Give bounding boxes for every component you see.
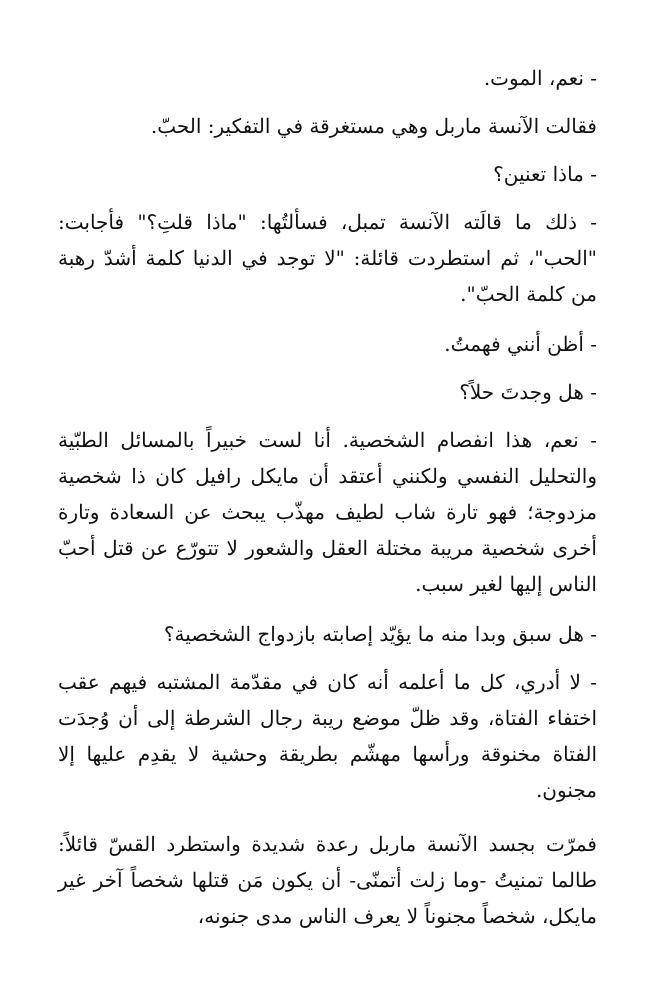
narration-vicar-wish: فمرّت بجسد الآنسة ماربل رعدة شديدة واستطرد القسّ قائلاً: طالما تمنيتُ -وما زلت أتمنّى- أن يكون مَن قتلها شخصاً آخر غير مايكل، شخصاً مجنوناً لا يعرف الناس مدى جنونه، [58,832,597,928]
book-page [58,60,597,948]
dialogue-line-death: - نعم، الموت. [483,66,597,90]
dialogue-temple-quote: - ذلك ما قالَته الآنسة تمبل، فسألتُها: "ماذا قلتِ؟" فأجابت: "الحب"، ثم استطردت قائلة: "لا توجد في الدنيا كلمة أشدّ رهبة من كلمة الحبّ". [58,210,597,306]
narration-marple-love: فقالت الآنسة ماربل وهي مستغرقة في التفكير: الحبّ. [150,114,597,138]
dialogue-line-understand: - أظن أنني فهمتُ. [444,332,597,356]
dialogue-line-evidence: - هل سبق وبدا منه ما يؤيّد إصابته بازدواج الشخصية؟ [163,622,597,646]
dialogue-split-personality: - نعم، هذا انفصام الشخصية. أنا لست خبيراً بالمسائل الطبّية والتحليل النفسي ولكنني أعتقد أن مايكل رافيل كان ذا شخصية مزدوجة؛ فهو تارة شاب لطيف مهذّب يبحث عن السعادة وتارة أخرى شخصية مريبة مختلة العقل والشعور لا تتورّع عن قتل أحبّ الناس إليها لغير سبب. [58,428,598,596]
dialogue-line-solution: - هل وجدتَ حلاً؟ [459,380,597,404]
dialogue-suspect: - لا أدري، كل ما أعلمه أنه كان في مقدّمة المشتبه فيهم عقب اختفاء الفتاة، وقد ظلّ موضع ريبة رجال الشرطة إلى أن وُجدَت الفتاة مخنوقة ورأسها مهشّم بطريقة وحشية لا يقدِم عليها إلا مجنون. [58,670,597,802]
dialogue-line-what-mean: - ماذا تعنين؟ [493,162,597,186]
